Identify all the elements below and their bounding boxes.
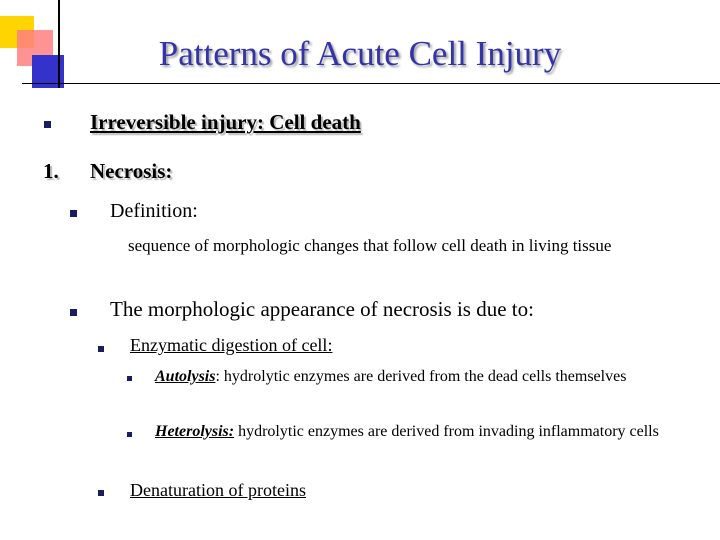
definition-label: Definition:: [110, 200, 198, 222]
square-bullet-icon: [70, 210, 77, 217]
definition-text: sequence of morphologic changes that follow cell death in living tissue: [128, 236, 612, 255]
square-bullet-icon: [127, 432, 132, 437]
section-heading: Irreversible injury: Cell death: [90, 110, 361, 134]
list-number: 1.: [43, 159, 59, 183]
square-bullet-icon: [44, 121, 51, 128]
square-bullet-icon: [98, 346, 104, 352]
heterolysis-item: [155, 419, 675, 445]
necrosis-label: Necrosis:: [90, 159, 173, 183]
autolysis-term: Autolysis: [155, 368, 216, 385]
enzymatic-digestion-label: Enzymatic digestion of cell:: [130, 335, 333, 355]
autolysis-description: : hydrolytic enzymes are derived from the dead cells themselves: [215, 368, 627, 385]
morphology-label: The morphologic appearance of necrosis is due to:: [110, 297, 534, 321]
heterolysis-term: Heterolysis:: [155, 423, 235, 440]
denaturation-label: Denaturation of proteins: [130, 480, 306, 500]
slide-title: Patterns of Acute Cell Injury: [158, 34, 562, 73]
square-bullet-icon: [98, 490, 104, 496]
square-bullet-icon: [70, 309, 77, 316]
title-divider-line: [22, 83, 720, 84]
autolysis-item: [155, 364, 675, 390]
square-bullet-icon: [127, 376, 132, 381]
heterolysis-description: hydrolytic enzymes are derived from invading inflammatory cells: [234, 423, 659, 440]
